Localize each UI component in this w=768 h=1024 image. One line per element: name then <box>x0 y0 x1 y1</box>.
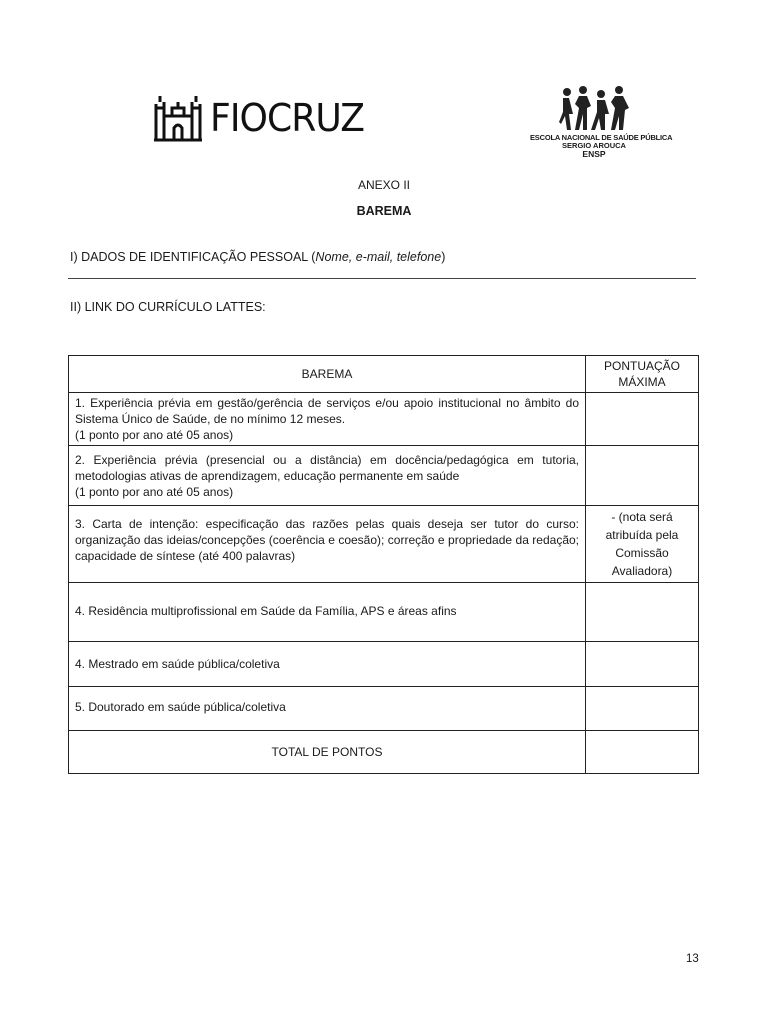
criterion-cell: 5. Doutorado em saúde pública/coletiva <box>69 687 586 731</box>
table-row <box>69 506 699 583</box>
castle-icon <box>152 94 204 142</box>
table-total-row <box>69 731 699 774</box>
score-cell <box>586 687 699 731</box>
criterion-cell: 4. Mestrado em saúde pública/coletiva <box>69 642 586 687</box>
section-personal-data <box>70 250 445 264</box>
section-personal-label: I) DADOS DE IDENTIFICAÇÃO PESSOAL ( <box>70 250 316 264</box>
fiocruz-wordmark: FIOCRUZ <box>210 96 364 140</box>
header-max-score: PONTUAÇÃO MÁXIMA <box>586 356 699 393</box>
ensp-name: ESCOLA NACIONAL DE SAÚDE PÚBLICA <box>530 133 673 142</box>
document-title: BAREMA <box>356 204 412 218</box>
criterion-note: (1 ponto por ano até 05 anos) <box>75 485 234 499</box>
table-row <box>69 687 699 731</box>
criterion-note: (1 ponto por ano até 05 anos) <box>75 428 234 442</box>
criterion-cell <box>69 393 586 446</box>
table-row <box>69 583 699 642</box>
table-row <box>69 446 699 506</box>
criterion-cell <box>69 446 586 506</box>
ensp-figures-icon <box>557 84 631 134</box>
score-cell <box>586 393 699 446</box>
criterion-text: 2. Experiência prévia (presencial ou a distância) em docência/pedagógica em tutoria, metodologias ativas de aprendizagem, educação permanente em saúde <box>75 453 579 483</box>
ensp-logo <box>530 84 673 159</box>
ensp-acronym: ENSP <box>582 149 606 159</box>
table-header-row <box>69 356 699 393</box>
criterion-cell: 3. Carta de intenção: especificação das razões pelas quais deseja ser tutor do curso: organização das ideias/concepções (coerência e coesão); correção e propriedade da redação; capacidade de síntese (até 400 palavras) <box>69 506 586 583</box>
total-value <box>586 731 699 774</box>
section-personal-close: ) <box>441 250 446 264</box>
score-cell: - (nota será atribuída pela Comissão Avaliadora) <box>586 506 699 583</box>
score-cell <box>586 642 699 687</box>
criterion-cell: 4. Residência multiprofissional em Saúde da Família, APS e áreas afins <box>69 583 586 642</box>
annex-label: ANEXO II <box>357 178 410 192</box>
score-cell <box>586 446 699 506</box>
ensp-patron: SERGIO AROUCA <box>562 141 626 150</box>
section-lattes-link: II) LINK DO CURRÍCULO LATTES: <box>70 300 266 314</box>
page-number: 13 <box>686 953 699 965</box>
section-personal-fields: Nome, e-mail, telefone <box>315 250 442 264</box>
total-label: TOTAL DE PONTOS <box>69 731 586 774</box>
header-criteria: BAREMA <box>69 356 586 393</box>
table-row <box>69 393 699 446</box>
score-cell <box>586 583 699 642</box>
barema-table <box>68 355 699 774</box>
criterion-text: 1. Experiência prévia em gestão/gerência de serviços e/ou apoio institucional no âmbito do Sistema Único de Saúde, de no mínimo 12 meses. <box>75 396 579 426</box>
table-row <box>69 642 699 687</box>
fill-in-line <box>68 278 696 279</box>
fiocruz-logo <box>152 94 372 142</box>
